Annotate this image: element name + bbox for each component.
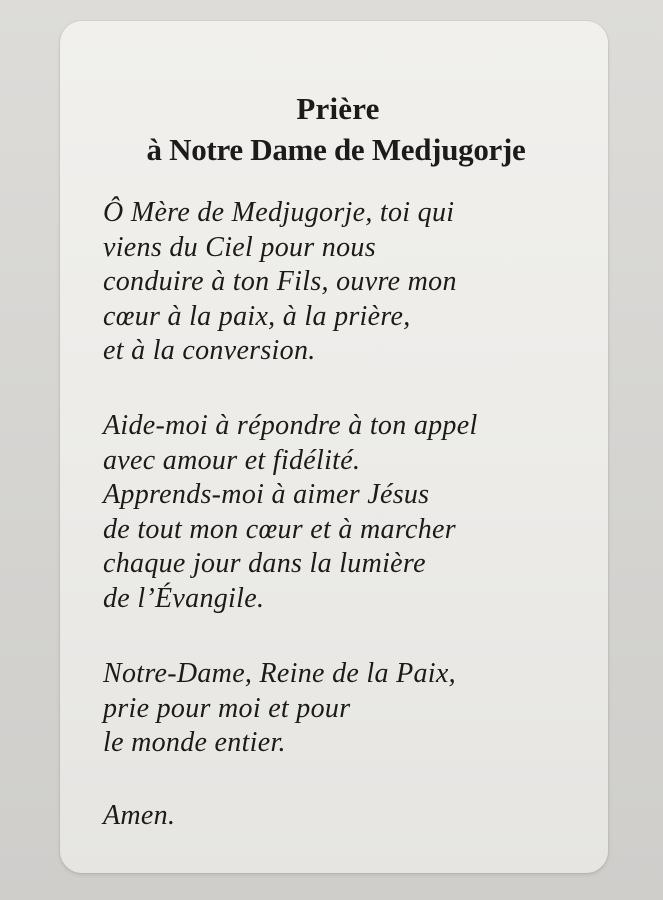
prayer-line: conduire à ton Fils, ouvre mon [103, 266, 457, 298]
prayer-closing [103, 799, 175, 834]
prayer-line: Aide-moi à répondre à ton appel [103, 410, 478, 441]
prayer-line: prie pour moi et pour [103, 692, 351, 724]
prayer-line: de l’Évangile. [103, 582, 265, 614]
prayer-stanza-1 [103, 196, 457, 369]
prayer-line: et à la conversion. [103, 335, 316, 367]
prayer-line: Notre-Dame, Reine de la Paix, [103, 658, 456, 689]
prayer-line: chaque jour dans la lumière [103, 548, 426, 580]
prayer-line: avec amour et fidélité. [103, 444, 361, 476]
prayer-line: Amen. [103, 800, 176, 831]
prayer-card [60, 21, 608, 873]
prayer-line: Apprends-moi à aimer Jésus [103, 479, 430, 511]
prayer-line: cœur à la paix, à la prière, [103, 300, 411, 332]
prayer-title-line-1: Prière [296, 91, 380, 126]
prayer-line: Ô Mère de Medjugorje, toi qui [103, 197, 455, 228]
prayer-stanza-3 [103, 657, 456, 761]
prayer-line: de tout mon cœur et à marcher [103, 513, 456, 545]
prayer-line: le monde entier. [103, 727, 286, 759]
prayer-stanza-2 [103, 409, 478, 617]
prayer-title-line-2: à Notre Dame de Medjugorje [146, 132, 526, 167]
prayer-line: viens du Ciel pour nous [103, 231, 376, 263]
